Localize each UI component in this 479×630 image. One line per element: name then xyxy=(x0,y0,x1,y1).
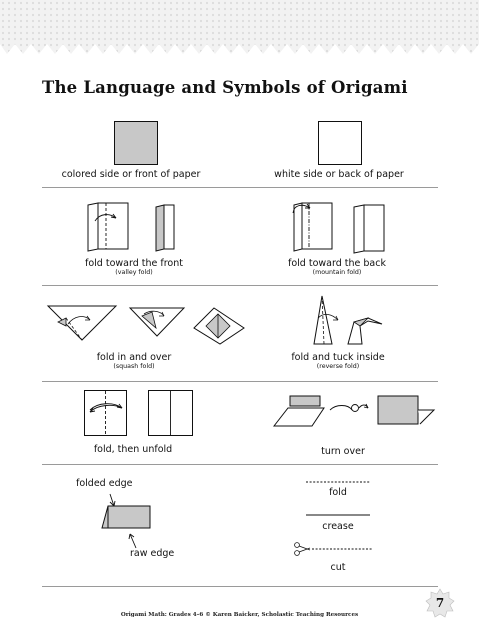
divider xyxy=(42,187,438,188)
cut-line-sample xyxy=(294,542,372,556)
squash-fold-label: fold in and over xyxy=(96,352,172,363)
valley-fold-sublabel: (valley fold) xyxy=(115,269,153,276)
squash-fold-sublabel: (squash fold) xyxy=(113,363,155,370)
colored-side-label: colored side or front of paper xyxy=(61,169,201,180)
page-title: The Language and Symbols of Origami xyxy=(42,78,408,97)
turn-over-label: turn over xyxy=(321,446,365,457)
edges-diagram xyxy=(100,490,160,554)
page-number: 7 xyxy=(435,596,445,610)
header-banner xyxy=(0,0,479,62)
cut-line-label: cut xyxy=(330,562,346,573)
reverse-fold-sublabel: (reverse fold) xyxy=(316,363,360,370)
reverse-fold-label: fold and tuck inside xyxy=(291,352,385,363)
squash-fold-diagram xyxy=(44,300,244,350)
mountain-fold-sublabel: (mountain fold) xyxy=(312,269,362,276)
divider xyxy=(42,586,438,587)
mountain-fold-label: fold toward the back xyxy=(288,258,386,269)
fold-unfold-diagram xyxy=(84,390,194,438)
fold-unfold-label: fold, then unfold xyxy=(93,444,173,455)
colored-paper-square xyxy=(114,121,158,165)
fold-line-label: fold xyxy=(329,487,347,498)
white-side-label: white side or back of paper xyxy=(274,169,404,180)
white-paper-square xyxy=(318,121,362,165)
crease-line-label: crease xyxy=(322,521,354,532)
divider xyxy=(42,381,438,382)
raw-edge-label: raw edge xyxy=(130,548,175,559)
mountain-fold-diagram xyxy=(286,199,386,255)
fold-line-sample xyxy=(306,481,370,483)
divider xyxy=(42,285,438,286)
crease-line-sample xyxy=(306,514,370,516)
footer-credit: Origami Math: Grades 4–6 © Karen Baicker, Scholastic Teaching Resources xyxy=(120,612,359,618)
folded-edge-label: folded edge xyxy=(76,478,133,489)
valley-fold-diagram xyxy=(86,199,186,255)
reverse-fold-diagram xyxy=(310,294,390,348)
turn-over-diagram xyxy=(272,394,438,434)
valley-fold-label: fold toward the front xyxy=(85,258,183,269)
divider xyxy=(42,464,438,465)
